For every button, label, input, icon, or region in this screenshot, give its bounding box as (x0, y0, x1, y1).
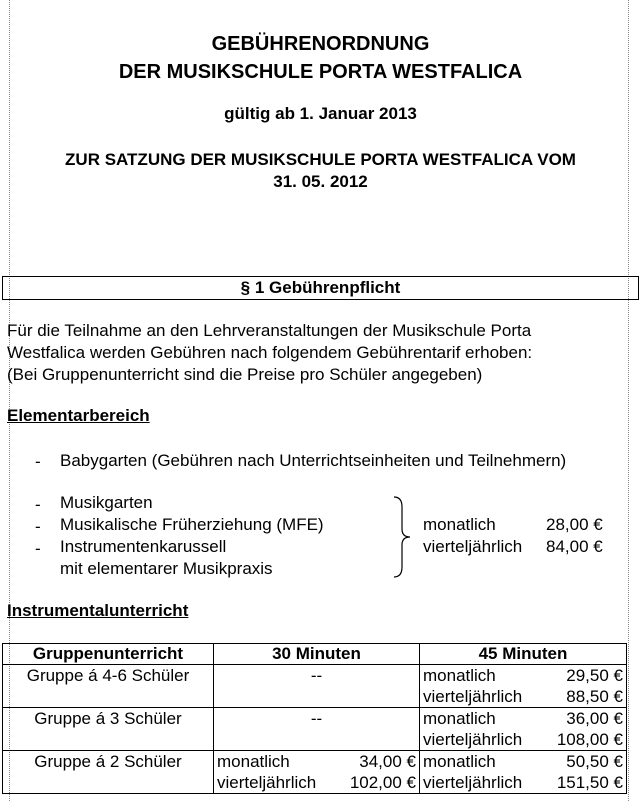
quarterly-price: 102,00 € (349, 773, 416, 792)
group-cell: Gruppe á 3 Schüler (3, 708, 214, 751)
bullet-dash: - (35, 539, 41, 558)
fee-table (2, 643, 627, 794)
valid-from: gültig ab 1. Januar 2013 (224, 104, 417, 123)
table-row (3, 751, 627, 794)
statute-reference (0, 149, 641, 193)
quarterly-price: 108,00 € (556, 730, 623, 749)
statute-line-1: ZUR SATZUNG DER MUSIKSCHULE PORTA WESTFALICA VOM (65, 150, 576, 169)
title-line-1: GEBÜHRENORDNUNG (211, 33, 430, 55)
curly-brace-icon (390, 495, 412, 579)
bullet-dash: - (35, 517, 41, 536)
item-instrumentenkarussell-cont: mit elementarer Musikpraxis (60, 559, 273, 578)
table-row (3, 665, 627, 708)
monthly-price: 36,00 € (566, 709, 623, 728)
title-line-2: DER MUSIKSCHULE PORTA WESTFALICA (118, 61, 523, 83)
monthly-label: monatlich (423, 752, 496, 771)
monthly-label: monatlich (423, 666, 496, 685)
group-cell: Gruppe á 4-6 Schüler (3, 665, 214, 708)
intro-line-3: (Bei Gruppenunterricht sind die Preise pro Schüler angegeben) (7, 365, 483, 384)
monthly-label: monatlich (217, 752, 290, 771)
item-instrumentenkarussell: Instrumentenkarussell (60, 537, 227, 556)
intro-line-1: Für die Teilnahme an den Lehrveranstaltungen der Musikschule Porta (7, 321, 532, 340)
quarterly-price: 151,50 € (556, 773, 623, 792)
item-mfe: Musikalische Früherziehung (MFE) (60, 515, 324, 534)
item-musikgarten: Musikgarten (60, 493, 153, 512)
elementary-heading: Elementarbereich (7, 406, 150, 425)
document-title (0, 30, 641, 86)
monthly-price: 29,50 € (566, 666, 623, 685)
elem-quarterly-price: 84,00 € (546, 537, 603, 556)
elem-monthly-price: 28,00 € (546, 515, 603, 534)
monthly-price: 50,50 € (566, 752, 623, 771)
monthly-price: 34,00 € (359, 752, 416, 771)
intro-paragraph (7, 320, 532, 386)
quarterly-label: vierteljährlich (423, 687, 523, 706)
elem-monthly-label: monatlich (423, 515, 496, 534)
table-header-row (3, 644, 627, 665)
bullet-dash: - (35, 495, 41, 514)
m45-cell (420, 665, 627, 708)
header-group: Gruppenunterricht (3, 644, 214, 665)
intro-line-2: Westfalica werden Gebühren nach folgendem Gebührentarif erhoben: (7, 343, 533, 362)
m30-cell (214, 751, 420, 794)
instrumental-heading: Instrumentalunterricht (7, 601, 189, 620)
quarterly-label: vierteljährlich (423, 730, 523, 749)
table-row (3, 708, 627, 751)
m30-cell: -- (214, 665, 420, 708)
bullet-dash: - (35, 452, 41, 471)
quarterly-label: vierteljährlich (217, 773, 317, 792)
header-45min: 45 Minuten (420, 644, 627, 665)
m45-cell (420, 751, 627, 794)
monthly-label: monatlich (423, 709, 496, 728)
statute-line-2: 31. 05. 2012 (273, 172, 368, 191)
elem-quarterly-label: vierteljährlich (423, 537, 523, 556)
quarterly-price: 88,50 € (566, 687, 623, 706)
header-30min: 30 Minuten (214, 644, 420, 665)
group-cell: Gruppe á 2 Schüler (3, 751, 214, 794)
m30-cell: -- (214, 708, 420, 751)
section-1-heading: § 1 Gebührenpflicht (2, 276, 639, 300)
m45-cell (420, 708, 627, 751)
quarterly-label: vierteljährlich (423, 773, 523, 792)
babygarten-item: Babygarten (Gebühren nach Unterrichtseinheiten und Teilnehmern) (60, 451, 567, 470)
elementary-list (60, 492, 324, 580)
